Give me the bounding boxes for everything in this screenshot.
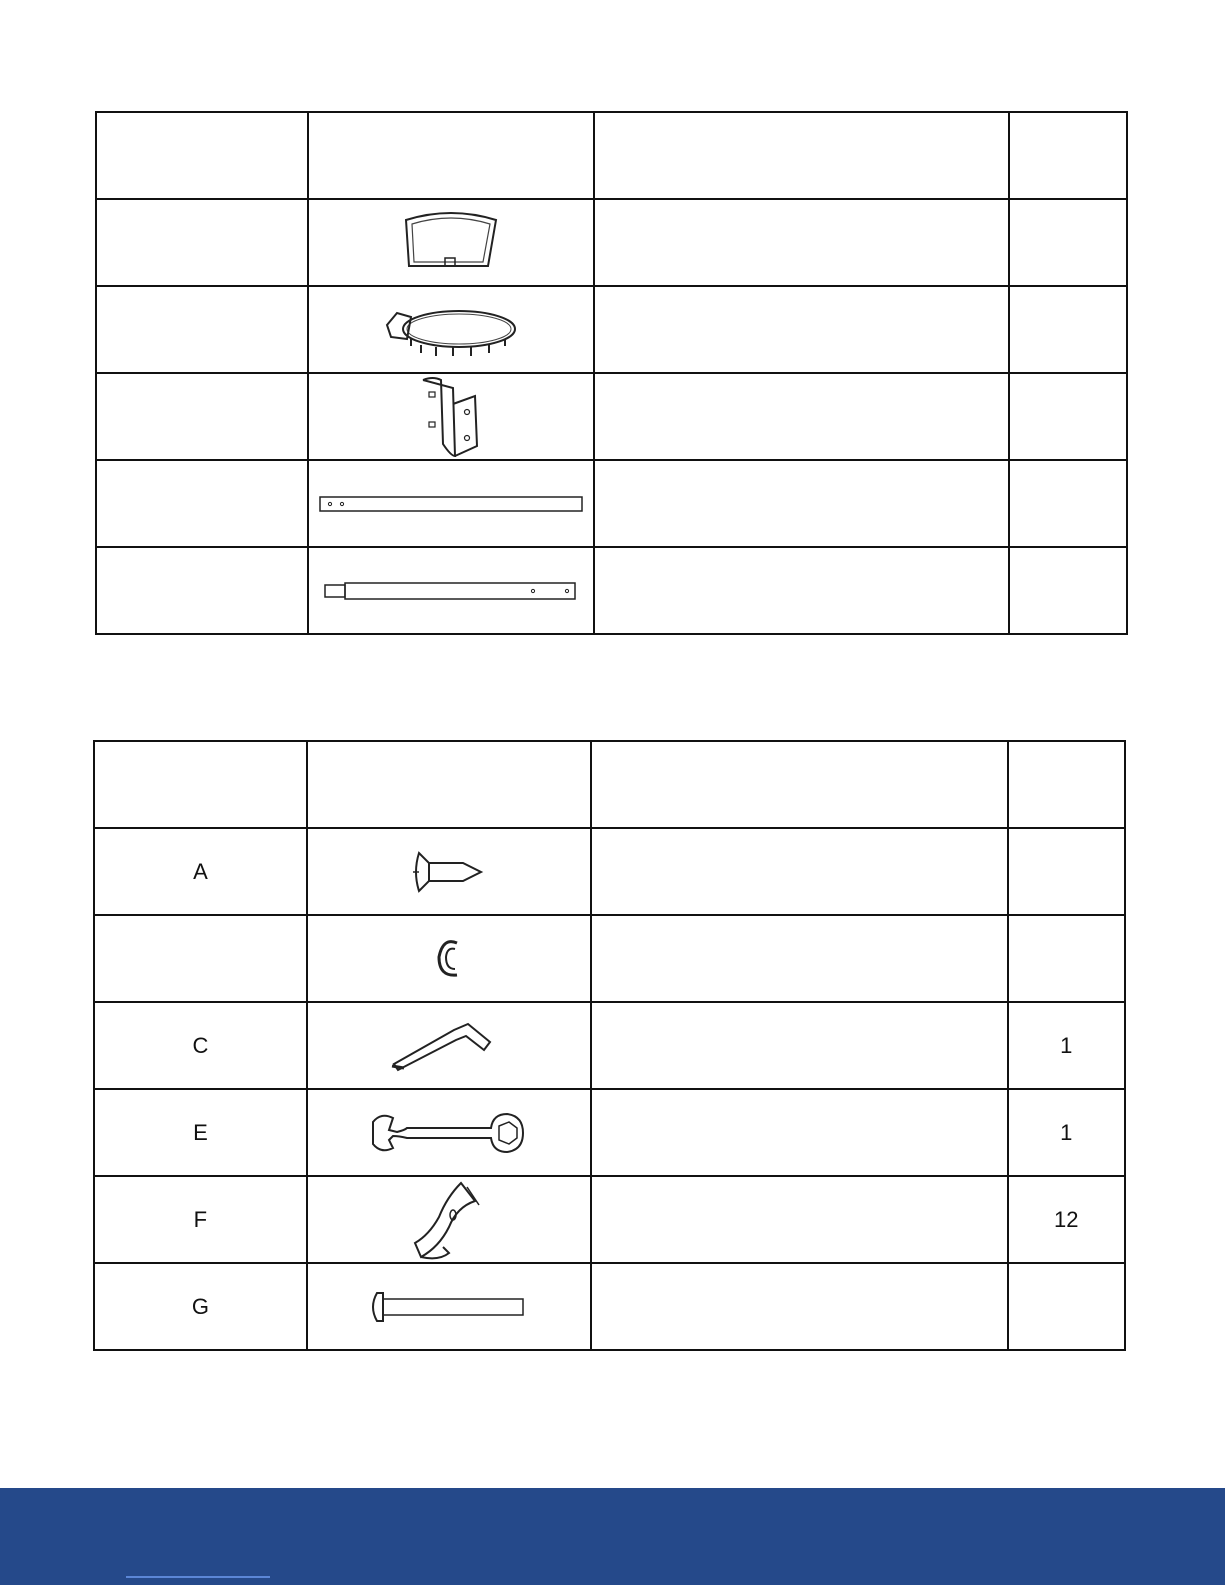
part-qty xyxy=(1009,373,1127,460)
table-row xyxy=(94,1263,1125,1350)
hardware-id xyxy=(94,915,307,1002)
table-row xyxy=(94,1089,1125,1176)
upper-pole-icon xyxy=(316,494,586,514)
part-id xyxy=(96,373,308,460)
rim-icon xyxy=(381,295,521,365)
header-cell xyxy=(307,741,591,828)
hardware-description xyxy=(591,828,1008,915)
hardware-description xyxy=(591,1002,1008,1089)
table-row xyxy=(94,1002,1125,1089)
net-hook-icon xyxy=(409,1177,489,1262)
mounting-bracket-icon xyxy=(411,374,491,459)
header-cell xyxy=(1009,112,1127,199)
part-description xyxy=(594,373,1009,460)
table-row xyxy=(96,547,1127,634)
hardware-qty: 1 xyxy=(1008,1002,1125,1089)
header-cell xyxy=(94,741,307,828)
part-qty xyxy=(1009,460,1127,547)
header-cell xyxy=(308,112,594,199)
hardware-qty xyxy=(1008,828,1125,915)
hardware-description xyxy=(591,1089,1008,1176)
hardware-qty xyxy=(1008,915,1125,1002)
hardware-description xyxy=(591,1176,1008,1263)
hardware-qty: 12 xyxy=(1008,1176,1125,1263)
table-row xyxy=(94,828,1125,915)
table-header-row xyxy=(94,741,1125,828)
screw-icon xyxy=(409,847,489,897)
hardware-table xyxy=(93,740,1126,1351)
part-description xyxy=(594,460,1009,547)
hardware-id: F xyxy=(94,1176,307,1263)
table-row xyxy=(96,373,1127,460)
part-id xyxy=(96,547,308,634)
hardware-description xyxy=(591,915,1008,1002)
part-id xyxy=(96,460,308,547)
part-id xyxy=(96,286,308,373)
part-id xyxy=(96,199,308,286)
bolt-icon xyxy=(369,1287,529,1327)
table-row xyxy=(94,915,1125,1002)
allen-key-icon xyxy=(384,1016,514,1076)
table-row xyxy=(96,460,1127,547)
wrench-icon xyxy=(369,1108,529,1158)
footer-link[interactable] xyxy=(126,1576,270,1578)
header-cell xyxy=(594,112,1009,199)
header-cell xyxy=(1008,741,1125,828)
table-header-row xyxy=(96,112,1127,199)
backboard-icon xyxy=(391,208,511,278)
header-cell xyxy=(591,741,1008,828)
hardware-id: C xyxy=(94,1002,307,1089)
part-qty xyxy=(1009,199,1127,286)
hardware-qty: 1 xyxy=(1008,1089,1125,1176)
table-row xyxy=(96,199,1127,286)
part-description xyxy=(594,547,1009,634)
footer-bar xyxy=(0,1488,1225,1585)
lock-washer-icon xyxy=(429,929,469,989)
parts-table xyxy=(95,111,1128,635)
part-description xyxy=(594,199,1009,286)
lower-pole-icon xyxy=(321,579,581,603)
hardware-id: G xyxy=(94,1263,307,1350)
part-qty xyxy=(1009,286,1127,373)
part-qty xyxy=(1009,547,1127,634)
part-description xyxy=(594,286,1009,373)
header-cell xyxy=(96,112,308,199)
table-row xyxy=(96,286,1127,373)
table-row xyxy=(94,1176,1125,1263)
hardware-description xyxy=(591,1263,1008,1350)
hardware-id: E xyxy=(94,1089,307,1176)
hardware-id: A xyxy=(94,828,307,915)
hardware-qty xyxy=(1008,1263,1125,1350)
